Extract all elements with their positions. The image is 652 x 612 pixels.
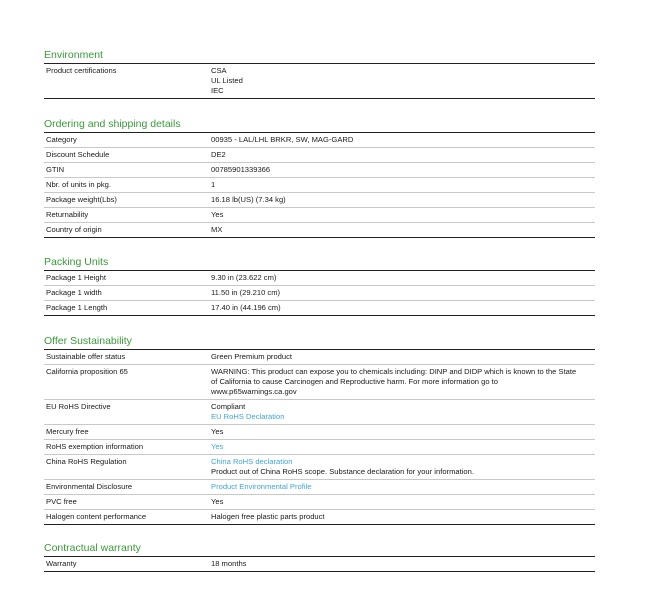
rohs-exemption-link[interactable]: Yes <box>211 442 224 451</box>
row-value: Yes <box>211 497 224 506</box>
table-row <box>44 557 595 572</box>
row-label: Package weight(Lbs) <box>46 195 117 204</box>
row-label: Environmental Disclosure <box>46 482 133 491</box>
section-packing-units <box>44 256 595 316</box>
row-label: Mercury free <box>46 427 89 436</box>
row-label: Nbr. of units in pkg. <box>46 180 112 189</box>
row-value: 18 months <box>211 559 247 568</box>
section-ordering-shipping <box>44 118 595 238</box>
table-row <box>44 64 595 99</box>
row-label: EU RoHS Directive <box>46 402 111 411</box>
value-line: IEC <box>211 86 224 95</box>
table-row <box>44 400 595 425</box>
value-line: Product out of China RoHS scope. Substance declaration for your information. <box>211 467 474 476</box>
row-label: PVC free <box>46 497 77 506</box>
row-label: Package 1 width <box>46 288 102 297</box>
table-row <box>44 193 595 208</box>
row-label: Product certifications <box>46 66 117 75</box>
section-title: Environment <box>44 49 595 64</box>
row-value: 1 <box>211 180 216 189</box>
table-row <box>44 178 595 193</box>
table-row <box>44 350 595 365</box>
row-value <box>211 66 595 96</box>
row-label: California proposition 65 <box>46 367 128 376</box>
row-value: Halogen free plastic parts product <box>211 512 325 521</box>
row-value <box>211 442 595 452</box>
row-label: Warranty <box>46 559 77 568</box>
row-value <box>211 457 595 477</box>
row-value: 00785901339366 <box>211 165 271 174</box>
section-title: Contractual warranty <box>44 542 595 557</box>
value-line: CSA <box>211 66 227 75</box>
row-value: Yes <box>211 427 224 436</box>
row-label: Discount Schedule <box>46 150 110 159</box>
table-row <box>44 223 595 238</box>
row-label: Category <box>46 135 77 144</box>
row-label: Package 1 Height <box>46 273 106 282</box>
row-label: Sustainable offer status <box>46 352 126 361</box>
section-title: Offer Sustainability <box>44 335 595 350</box>
section-title: Ordering and shipping details <box>44 118 595 133</box>
eu-rohs-declaration-link[interactable]: EU RoHS Declaration <box>211 412 285 421</box>
row-value: 17.40 in (44.196 cm) <box>211 303 281 312</box>
value-line: UL Listed <box>211 76 243 85</box>
table-row <box>44 163 595 178</box>
row-value: Green Premium product <box>211 352 293 361</box>
table-row <box>44 510 595 525</box>
row-value: 11.50 in (29.210 cm) <box>211 288 281 297</box>
row-value <box>211 402 595 422</box>
row-value: Yes <box>211 210 224 219</box>
table-row <box>44 271 595 286</box>
table-row <box>44 480 595 495</box>
value-line: Compliant <box>211 402 246 411</box>
table-row <box>44 301 595 316</box>
table-row <box>44 133 595 148</box>
table-row <box>44 208 595 223</box>
row-value: 00935 - LAL/LHL BRKR, SW, MAG-GARD <box>211 135 354 144</box>
row-label: Returnability <box>46 210 89 219</box>
row-value: DE2 <box>211 150 226 159</box>
row-label: Package 1 Length <box>46 303 108 312</box>
row-label: Halogen content performance <box>46 512 147 521</box>
china-rohs-declaration-link[interactable]: China RoHS declaration <box>211 457 293 466</box>
table-row <box>44 495 595 510</box>
row-label: China RoHS Regulation <box>46 457 127 466</box>
row-value: WARNING: This product can expose you to chemicals including: DINP and DIDP which is known to the State of California to cause Carcinogen and Reproductive harm. For more information go to www.p65warnings.ca.gov <box>211 367 577 396</box>
table-row <box>44 455 595 480</box>
table-row <box>44 440 595 455</box>
product-environmental-profile-link[interactable]: Product Environmental Profile <box>211 482 312 491</box>
row-label: Country of origin <box>46 225 102 234</box>
section-offer-sustainability <box>44 335 595 525</box>
section-environment <box>44 49 595 99</box>
row-value: 9.30 in (23.622 cm) <box>211 273 277 282</box>
table-row <box>44 425 595 440</box>
table-row <box>44 286 595 301</box>
row-label: GTIN <box>46 165 65 174</box>
row-value <box>211 482 595 492</box>
section-title: Packing Units <box>44 256 595 271</box>
row-value: MX <box>211 225 223 234</box>
table-row <box>44 148 595 163</box>
row-label: RoHS exemption information <box>46 442 144 451</box>
row-value: 16.18 lb(US) (7.34 kg) <box>211 195 286 204</box>
section-contractual-warranty <box>44 542 595 572</box>
table-row <box>44 365 595 400</box>
